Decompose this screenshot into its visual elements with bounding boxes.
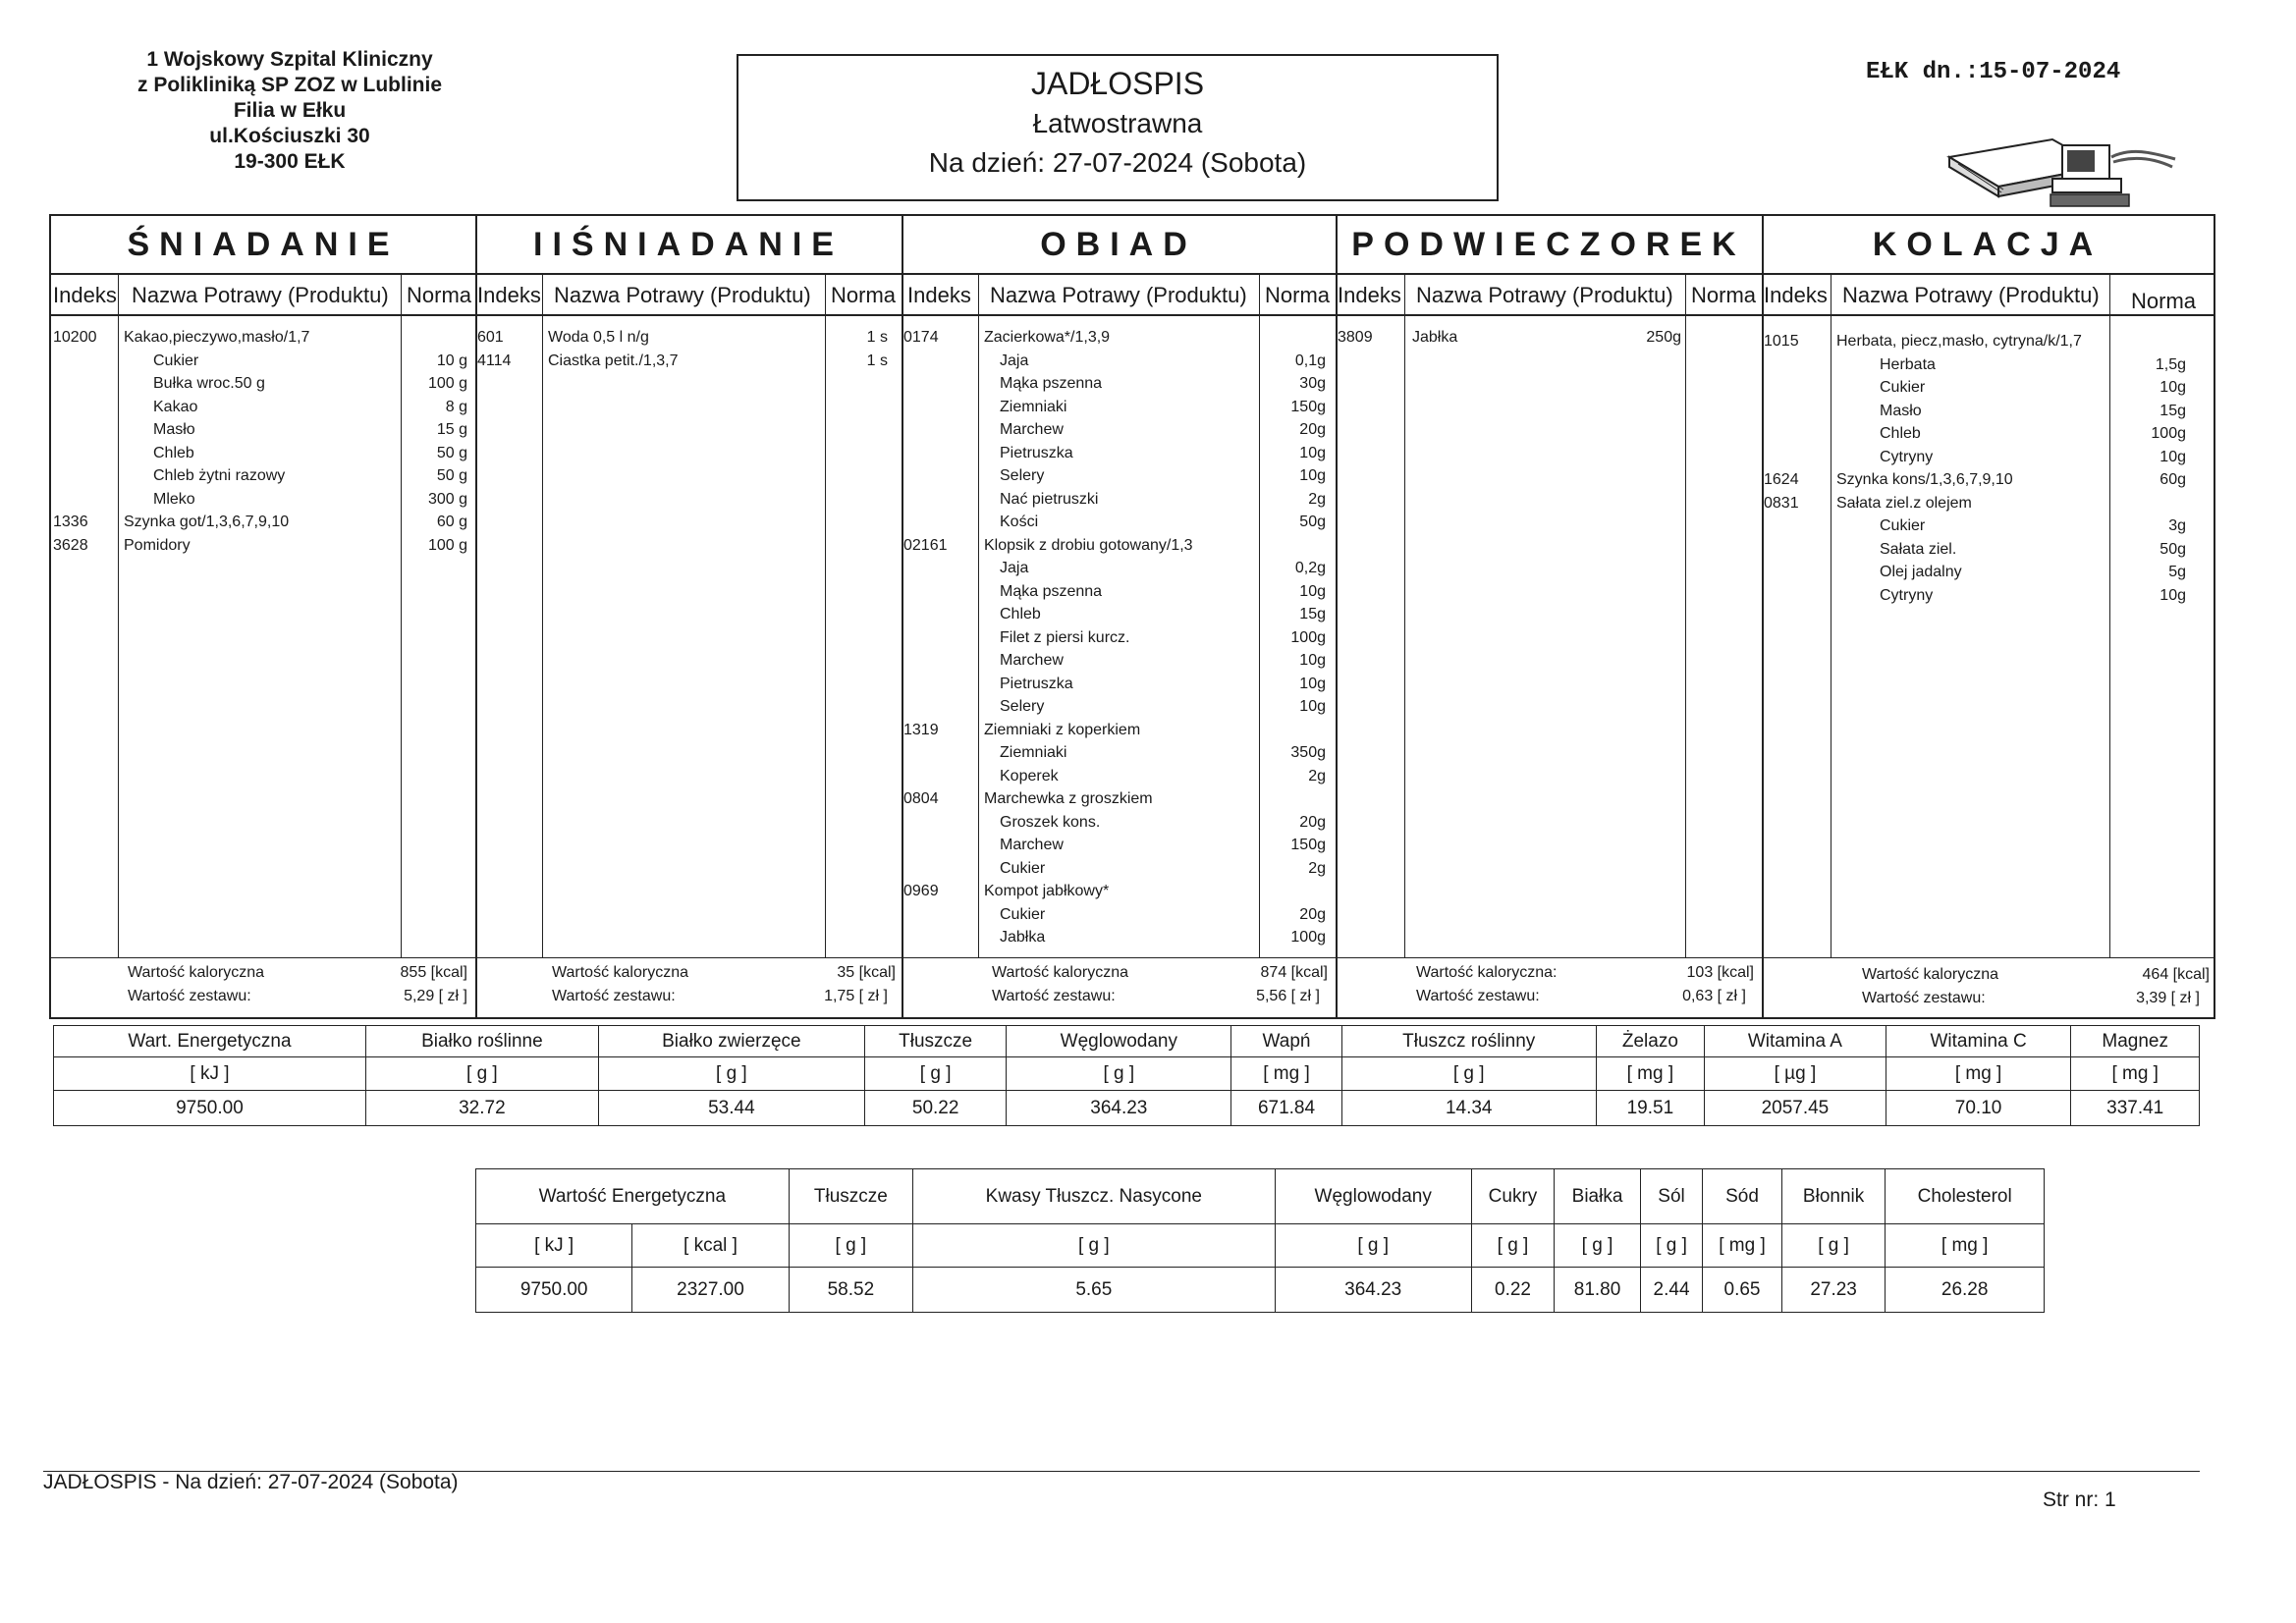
nutrient-header: Cholesterol xyxy=(1886,1169,2045,1224)
header-index: Indeks xyxy=(1338,283,1401,307)
column-headers xyxy=(902,275,1336,316)
nutrient-unit: [ mg ] xyxy=(1886,1057,2071,1091)
nutrient-unit: [ g ] xyxy=(864,1057,1006,1091)
divider xyxy=(475,957,902,958)
item-norm: 300 g xyxy=(427,490,467,508)
item-name: Mąka pszenna xyxy=(1000,582,1103,600)
item-index: 3809 xyxy=(1338,329,1373,346)
nutrient-header: Witamina A xyxy=(1705,1026,1886,1057)
item-index: 0174 xyxy=(903,329,939,346)
city-date: EŁK dn.:15-07-2024 xyxy=(1866,59,2121,85)
nutrient-header: Żelazo xyxy=(1596,1026,1704,1057)
nutrient-header: Sód xyxy=(1703,1169,1782,1224)
item-name: Filet z piersi kurcz. xyxy=(1000,628,1130,646)
item-index: 0804 xyxy=(903,790,939,807)
divider xyxy=(1259,275,1260,958)
hospital-line-1: 1 Wojskowy Szpital Kliniczny xyxy=(146,48,433,71)
cost-label: Wartość zestawu: xyxy=(992,988,1116,1004)
meal-title: OBIAD xyxy=(902,216,1336,275)
kcal-value: 464 [kcal] xyxy=(2142,966,2210,983)
kcal-value: 103 [kcal] xyxy=(1686,964,1754,981)
kcal-label: Wartość kaloryczna xyxy=(1862,966,1998,983)
item-name: Jaja xyxy=(1000,560,1029,576)
header-norm: Norma xyxy=(1265,283,1331,307)
item-name: Marchew xyxy=(1000,421,1064,438)
nutrient-value: 53.44 xyxy=(598,1091,864,1126)
kcal-label: Wartość kaloryczna: xyxy=(1416,964,1558,981)
divider xyxy=(825,275,826,958)
item-norm: 10g xyxy=(1299,467,1326,484)
diet-name: Łatwostrawna xyxy=(1032,108,1203,138)
nutrient-header: Witamina C xyxy=(1886,1026,2071,1057)
item-index: 1336 xyxy=(53,514,88,530)
nutrient-unit: [ g ] xyxy=(913,1224,1275,1268)
nutrient-value: 2.44 xyxy=(1640,1268,1702,1313)
nutrient-value: 50.22 xyxy=(864,1091,1006,1126)
item-norm: 2g xyxy=(1308,490,1326,508)
item-name: Sałata ziel. xyxy=(1880,540,1957,558)
item-norm: 10g xyxy=(1299,698,1326,715)
item-norm: 8 g xyxy=(445,398,467,415)
nutrient-value: 0.22 xyxy=(1471,1268,1554,1313)
nutrient-unit: [ mg ] xyxy=(1231,1057,1341,1091)
item-norm: 50 g xyxy=(436,444,467,461)
cost-value: 5,56 [ zł ] xyxy=(1256,988,1320,1004)
item-name: Mleko xyxy=(153,490,195,508)
item-name: Kompot jabłkowy* xyxy=(984,883,1110,899)
item-norm: 15g xyxy=(2159,402,2186,419)
item-index: 02161 xyxy=(903,536,948,554)
header-norm: Norma xyxy=(1691,283,1757,307)
item-name: Chleb xyxy=(1000,606,1041,622)
item-name: Nać pietruszki xyxy=(1000,490,1099,508)
header-norm: Norma xyxy=(407,283,472,307)
item-norm: 150g xyxy=(1290,837,1326,853)
nutrient-header: Tłuszcze xyxy=(864,1026,1006,1057)
item-norm: 20g xyxy=(1299,905,1326,923)
nutrient-value: 81.80 xyxy=(1555,1268,1641,1313)
item-name: Olej jadalny xyxy=(1880,564,1962,580)
item-name: Herbata, piecz,masło, cytryna/k/1,7 xyxy=(1836,333,2082,350)
nutrient-value: 70.10 xyxy=(1886,1091,2071,1126)
meal-breakfast xyxy=(51,216,477,1017)
item-norm: 20g xyxy=(1299,813,1326,831)
hospital-line-4: ul.Kościuszki 30 xyxy=(209,125,370,147)
divider xyxy=(118,275,119,958)
meals-table xyxy=(49,214,2215,1019)
nutrition-table-1 xyxy=(53,1025,2200,1126)
meal-totals xyxy=(475,960,902,1011)
item-name: Selery xyxy=(1000,467,1045,484)
item-norm: 10g xyxy=(1299,444,1326,461)
nutrient-unit: [ mg ] xyxy=(1886,1224,2045,1268)
nutrient-value: 364.23 xyxy=(1275,1268,1471,1313)
nutrient-header: Tłuszcz roślinny xyxy=(1341,1026,1596,1057)
item-index: 3628 xyxy=(53,536,88,554)
item-norm: 150g xyxy=(1290,398,1326,415)
item-norm: 3g xyxy=(2168,517,2186,534)
item-name: Ciastka petit./1,3,7 xyxy=(548,352,679,369)
meal-lunch xyxy=(902,216,1338,1017)
header-name: Nazwa Potrawy (Produktu) xyxy=(554,283,811,307)
item-name: Cukier xyxy=(1880,379,1926,396)
column-headers xyxy=(475,275,902,316)
item-index: 0831 xyxy=(1764,494,1799,512)
nutrient-header: Tłuszcze xyxy=(789,1169,912,1224)
hospital-line-5: 19-300 EŁK xyxy=(234,150,346,173)
item-name: Masło xyxy=(1880,402,1922,419)
divider xyxy=(1404,275,1405,958)
item-name: Cukier xyxy=(153,352,199,369)
nutrient-value: 32.72 xyxy=(365,1091,598,1126)
column-headers xyxy=(51,275,475,316)
meal-title: IIŚNIADANIE xyxy=(475,216,902,275)
item-norm: 30g xyxy=(1299,375,1326,392)
item-norm: 15 g xyxy=(436,421,467,438)
meal-afternoon-snack xyxy=(1336,216,1764,1017)
item-name: Pomidory xyxy=(124,536,191,554)
item-norm: 2g xyxy=(1308,859,1326,877)
nutrient-unit: [ kJ ] xyxy=(54,1057,366,1091)
header-index: Indeks xyxy=(53,283,117,307)
nutrient-value: 2327.00 xyxy=(632,1268,789,1313)
cost-value: 0,63 [ zł ] xyxy=(1682,988,1746,1004)
header-name: Nazwa Potrawy (Produktu) xyxy=(1416,283,1673,307)
column-headers xyxy=(1336,275,1762,316)
item-norm: 10 g xyxy=(436,352,467,369)
item-norm: 10g xyxy=(1299,582,1326,600)
item-name: Marchew xyxy=(1000,652,1064,669)
nutrient-header: Kwasy Tłuszcz. Nasycone xyxy=(913,1169,1275,1224)
item-norm: 20g xyxy=(1299,421,1326,438)
nutrient-unit: [ µg ] xyxy=(1705,1057,1886,1091)
meal-totals xyxy=(51,960,475,1011)
nutrient-unit: [ g ] xyxy=(1275,1224,1471,1268)
nutrition-table-2 xyxy=(475,1168,2045,1313)
item-name: Cukier xyxy=(1880,517,1926,534)
nutrient-unit: [ mg ] xyxy=(2071,1057,2200,1091)
cost-label: Wartość zestawu: xyxy=(128,988,251,1004)
item-norm: 50g xyxy=(2159,540,2186,558)
nutrient-unit: [ g ] xyxy=(1471,1224,1554,1268)
nutrient-unit: [ g ] xyxy=(1781,1224,1885,1268)
cost-value: 1,75 [ zł ] xyxy=(824,988,888,1004)
header-norm: Norma xyxy=(831,283,897,307)
item-name: Mąka pszenna xyxy=(1000,375,1103,392)
nutrient-value: 364.23 xyxy=(1007,1091,1231,1126)
nutrient-unit: [ kcal ] xyxy=(632,1224,789,1268)
kcal-value: 874 [kcal] xyxy=(1260,964,1328,981)
item-name: Szynka got/1,3,6,7,9,10 xyxy=(124,514,290,530)
nutrient-value: 9750.00 xyxy=(476,1268,632,1313)
divider xyxy=(902,957,1336,958)
header-norm: Norma xyxy=(2131,289,2197,313)
nutrient-header: Białko zwierzęce xyxy=(598,1026,864,1057)
item-index: 1015 xyxy=(1764,333,1799,350)
divider xyxy=(1336,957,1762,958)
meal-second-breakfast xyxy=(475,216,903,1017)
item-norm: 50g xyxy=(1299,514,1326,530)
divider xyxy=(1685,275,1686,958)
item-norm: 1 s xyxy=(866,352,888,369)
nutrient-unit: [ kJ ] xyxy=(476,1224,632,1268)
item-norm: 250g xyxy=(1646,329,1681,346)
nutrient-value: 5.65 xyxy=(913,1268,1275,1313)
nutrient-header: Błonnik xyxy=(1781,1169,1885,1224)
nutrient-value: 337.41 xyxy=(2071,1091,2200,1126)
meal-dinner xyxy=(1762,216,2214,1017)
nutrient-unit: [ g ] xyxy=(789,1224,912,1268)
meal-title: PODWIECZOREK xyxy=(1336,216,1762,275)
item-norm: 10g xyxy=(2159,448,2186,465)
item-name: Jabłka xyxy=(1000,929,1046,946)
item-name: Klopsik z drobiu gotowany/1,3 xyxy=(984,536,1193,554)
nutrient-unit: [ g ] xyxy=(598,1057,864,1091)
item-norm: 100 g xyxy=(427,375,467,392)
cost-value: 5,29 [ zł ] xyxy=(404,988,467,1004)
nutrient-unit: [ g ] xyxy=(1007,1057,1231,1091)
item-norm: 1,5g xyxy=(2155,355,2186,373)
kcal-label: Wartość kaloryczna xyxy=(128,964,264,981)
divider xyxy=(51,957,475,958)
item-name: Marchew xyxy=(1000,837,1064,853)
book-computer-logo xyxy=(1944,118,2180,211)
nutrient-unit: [ g ] xyxy=(1555,1224,1641,1268)
hospital-address xyxy=(88,47,491,175)
item-name: Kakao,pieczywo,masło/1,7 xyxy=(124,329,310,346)
item-name: Zacierkowa*/1,3,9 xyxy=(984,329,1111,346)
nutrient-header: Sól xyxy=(1640,1169,1702,1224)
nutrient-value: 0.65 xyxy=(1703,1268,1782,1313)
item-norm: 50 g xyxy=(436,467,467,484)
item-name: Jaja xyxy=(1000,352,1029,369)
item-name: Chleb żytni razowy xyxy=(153,467,286,484)
item-index: 1319 xyxy=(903,721,939,738)
item-norm: 100g xyxy=(1290,628,1326,646)
item-norm: 1 s xyxy=(866,329,888,346)
item-name: Selery xyxy=(1000,698,1045,715)
item-name: Herbata xyxy=(1880,355,1936,373)
nutrient-value: 26.28 xyxy=(1886,1268,2045,1313)
header-name: Nazwa Potrawy (Produktu) xyxy=(990,283,1247,307)
item-index: 1624 xyxy=(1764,471,1799,488)
hospital-line-2: z Polikliniką SP ZOZ w Lublinie xyxy=(137,74,442,96)
item-norm: 10g xyxy=(2159,379,2186,396)
item-norm: 2g xyxy=(1308,767,1326,784)
nutrient-header: Białka xyxy=(1555,1169,1641,1224)
header-name: Nazwa Potrawy (Produktu) xyxy=(1842,283,2100,307)
item-name: Masło xyxy=(153,421,195,438)
nutrient-unit: [ mg ] xyxy=(1703,1224,1782,1268)
item-name: Ziemniaki xyxy=(1000,744,1067,761)
item-index: 10200 xyxy=(53,329,97,346)
item-norm: 10g xyxy=(1299,652,1326,669)
divider xyxy=(1762,957,2214,958)
item-name: Pietruszka xyxy=(1000,444,1073,461)
item-name: Szynka kons/1,3,6,7,9,10 xyxy=(1836,471,2013,488)
column-headers xyxy=(1762,275,2214,316)
footer-title: JADŁOSPIS - Na dzień: 27-07-2024 (Sobota) xyxy=(43,1471,459,1493)
item-norm: 15g xyxy=(1299,606,1326,622)
nutrient-header: Białko roślinne xyxy=(365,1026,598,1057)
title-box xyxy=(737,54,1499,201)
hospital-line-3: Filia w Ełku xyxy=(233,99,347,122)
item-name: Cukier xyxy=(1000,905,1046,923)
item-norm: 10g xyxy=(2159,586,2186,604)
nutrient-header: Węglowodany xyxy=(1007,1026,1231,1057)
page-number: Str nr: 1 xyxy=(2043,1488,2116,1511)
divider xyxy=(401,275,402,958)
cost-label: Wartość zestawu: xyxy=(1862,990,1986,1006)
nutrient-header: Wapń xyxy=(1231,1026,1341,1057)
header-index: Indeks xyxy=(477,283,541,307)
item-name: Chleb xyxy=(153,444,194,461)
menu-date: Na dzień: 27-07-2024 (Sobota) xyxy=(928,147,1307,178)
item-norm: 10g xyxy=(1299,675,1326,692)
nutrient-unit: [ g ] xyxy=(365,1057,598,1091)
nutrient-header: Cukry xyxy=(1471,1169,1554,1224)
item-index: 0969 xyxy=(903,883,939,899)
nutrient-value: 9750.00 xyxy=(54,1091,366,1126)
item-name: Woda 0,5 l n/g xyxy=(548,329,649,346)
item-name: Pietruszka xyxy=(1000,675,1073,692)
item-name: Jabłka xyxy=(1412,329,1458,346)
item-name: Ziemniaki z koperkiem xyxy=(984,721,1141,738)
kcal-value: 855 [kcal] xyxy=(400,964,467,981)
meal-title: ŚNIADANIE xyxy=(51,216,475,275)
meal-totals xyxy=(902,960,1336,1011)
item-norm: 0,2g xyxy=(1294,560,1326,576)
item-name: Marchewka z groszkiem xyxy=(984,790,1153,807)
item-name: Cukier xyxy=(1000,859,1046,877)
kcal-value: 35 [kcal] xyxy=(837,964,896,981)
meal-totals xyxy=(1336,960,1762,1011)
meal-title: KOLACJA xyxy=(1762,216,2214,275)
item-norm: 100 g xyxy=(427,536,467,554)
nutrient-unit: [ g ] xyxy=(1640,1224,1702,1268)
nutrient-unit: [ mg ] xyxy=(1596,1057,1704,1091)
item-name: Cytryny xyxy=(1880,586,1934,604)
item-name: Koperek xyxy=(1000,767,1059,784)
item-name: Ziemniaki xyxy=(1000,398,1067,415)
item-name: Kakao xyxy=(153,398,198,415)
nutrient-header: Wart. Energetyczna xyxy=(54,1026,366,1057)
item-norm: 60g xyxy=(2159,471,2186,488)
cost-value: 3,39 [ zł ] xyxy=(2136,990,2200,1006)
nutrient-header: Węglowodany xyxy=(1275,1169,1471,1224)
item-name: Sałata ziel.z olejem xyxy=(1836,494,1972,512)
item-name: Kości xyxy=(1000,514,1039,530)
kcal-label: Wartość kaloryczna xyxy=(552,964,688,981)
item-name: Groszek kons. xyxy=(1000,813,1101,831)
document-title: JADŁOSPIS xyxy=(1030,66,1205,101)
item-index: 601 xyxy=(477,329,504,346)
item-index: 4114 xyxy=(477,352,512,369)
item-norm: 0,1g xyxy=(1294,352,1326,369)
header-name: Nazwa Potrawy (Produktu) xyxy=(132,283,389,307)
divider xyxy=(2109,275,2110,958)
nutrient-unit: [ g ] xyxy=(1341,1057,1596,1091)
item-name: Cytryny xyxy=(1880,448,1934,465)
item-norm: 60 g xyxy=(436,514,467,530)
nutrient-value: 671.84 xyxy=(1231,1091,1341,1126)
nutrient-value: 27.23 xyxy=(1781,1268,1885,1313)
item-name: Bułka wroc.50 g xyxy=(153,375,265,392)
item-norm: 350g xyxy=(1290,744,1326,761)
item-name: Chleb xyxy=(1880,425,1921,442)
divider xyxy=(542,275,543,958)
nutrient-value: 58.52 xyxy=(789,1268,912,1313)
nutrient-header: Magnez xyxy=(2071,1026,2200,1057)
energy-header: Wartość Energetyczna xyxy=(476,1169,790,1224)
header-index: Indeks xyxy=(907,283,971,307)
cost-label: Wartość zestawu: xyxy=(1416,988,1540,1004)
kcal-label: Wartość kaloryczna xyxy=(992,964,1128,981)
item-norm: 100g xyxy=(2151,425,2186,442)
item-norm: 5g xyxy=(2168,564,2186,580)
nutrient-value: 2057.45 xyxy=(1705,1091,1886,1126)
nutrient-value: 14.34 xyxy=(1341,1091,1596,1126)
header-index: Indeks xyxy=(1764,283,1828,307)
nutrient-value: 19.51 xyxy=(1596,1091,1704,1126)
meal-totals xyxy=(1762,960,2214,1011)
divider xyxy=(978,275,979,958)
cost-label: Wartość zestawu: xyxy=(552,988,676,1004)
item-norm: 100g xyxy=(1290,929,1326,946)
